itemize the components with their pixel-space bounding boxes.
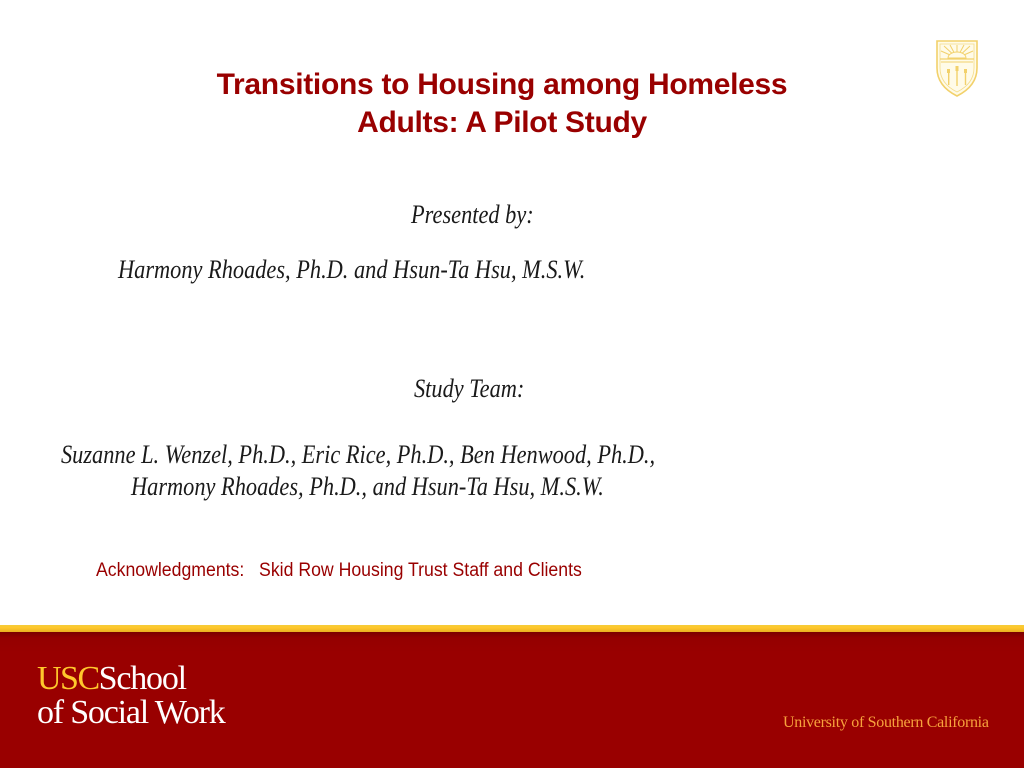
presenters: Harmony Rhoades, Ph.D. and Hsun-Ta Hsu, M.S.W. bbox=[118, 255, 586, 284]
gold-divider bbox=[0, 625, 1024, 632]
acknowledgments: Acknowledgments: Skid Row Housing Trust Staff and Clients bbox=[96, 560, 582, 581]
study-team-label: Study Team: bbox=[414, 374, 525, 403]
usc-social-work-logo bbox=[37, 662, 225, 730]
logo-line-1 bbox=[37, 662, 225, 696]
university-name: University of Southern California bbox=[783, 714, 989, 731]
study-team-line-2: Harmony Rhoades, Ph.D., and Hsun-Ta Hsu, M.S.W. bbox=[131, 472, 604, 501]
slide-title bbox=[100, 66, 904, 142]
title-line-1: Transitions to Housing among Homeless bbox=[216, 68, 788, 101]
footer-banner bbox=[0, 632, 1024, 768]
logo-line-2: of Social Work bbox=[37, 694, 225, 731]
presented-by-label: Presented by: bbox=[411, 200, 534, 229]
title-line-2: Adults: A Pilot Study bbox=[357, 106, 647, 139]
logo-usc: USC bbox=[37, 660, 99, 697]
logo-school: School bbox=[98, 660, 186, 697]
study-team-line-1: Suzanne L. Wenzel, Ph.D., Eric Rice, Ph.D., Ben Henwood, Ph.D., bbox=[61, 440, 656, 469]
usc-seal-icon bbox=[934, 38, 980, 98]
